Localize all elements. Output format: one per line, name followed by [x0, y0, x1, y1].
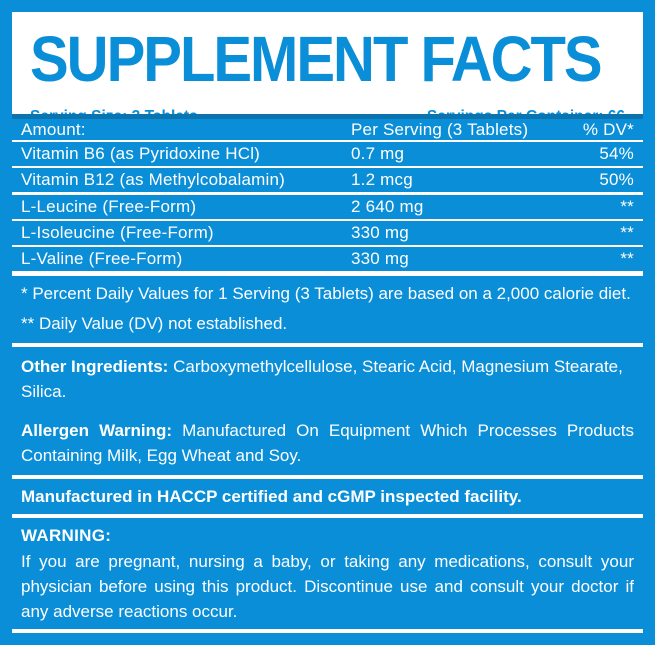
nutrient-name: Vitamin B12 (as Methylcobalamin): [21, 170, 286, 189]
facts-body: [12, 114, 643, 633]
nutrient-dv: **: [620, 197, 634, 216]
warning-text: If you are pregnant, nursing a baby, or taking any medications, consult your physician before using this product. Discontinue use and consult your doctor if any adverse reactions occur.: [21, 552, 634, 621]
nutrient-dv: 50%: [599, 170, 634, 189]
other-ingredients: [21, 354, 634, 404]
nutrient-amount: 330 mg: [351, 249, 409, 268]
divider-table-bottom: [12, 271, 643, 276]
allergen-warning: [21, 418, 634, 468]
nutrient-amount: 330 mg: [351, 223, 409, 242]
nutrient-dv: **: [620, 223, 634, 242]
allergen-warning-text: Manufactured On Equipment Which Processes Products Containing Milk, Egg Wheat and Soy.: [21, 421, 634, 465]
table-row: [12, 195, 643, 219]
nutrient-name: Vitamin B6 (as Pyridoxine HCl): [21, 144, 261, 163]
col-header-per-serving: Per Serving (3 Tablets): [351, 119, 529, 139]
nutrient-amount: 2 640 mg: [351, 197, 424, 216]
col-header-amount: Amount:: [21, 119, 86, 139]
table-row: [12, 142, 643, 166]
nutrient-dv: 54%: [599, 144, 634, 163]
divider-bottom: [12, 629, 643, 633]
divider-section: [12, 475, 643, 479]
nutrient-amount: 1.2 mcg: [351, 170, 413, 189]
table-row: [12, 247, 643, 271]
divider-section: [12, 514, 643, 518]
facility-statement: Manufactured in HACCP certified and cGMP inspected facility.: [21, 487, 522, 506]
header-section: [12, 12, 643, 114]
footnote-dv-not-established: ** Daily Value (DV) not established.: [21, 314, 288, 333]
nutrient-dv: **: [620, 249, 634, 268]
page-title: SUPPLEMENT FACTS: [30, 23, 601, 96]
nutrient-name: L-Leucine (Free-Form): [21, 197, 197, 216]
allergen-warning-label: Allergen Warning:: [21, 421, 173, 440]
footnote-daily-values: * Percent Daily Values for 1 Serving (3 Tablets) are based on a 2,000 calorie diet.: [21, 284, 631, 303]
col-header-dv: % DV*: [582, 119, 634, 139]
warning-label: WARNING:: [21, 526, 112, 545]
other-ingredients-text: Carboxymethylcellulose, Stearic Acid, Magnesium Stearate, Silica.: [21, 357, 623, 401]
label-inner: [12, 12, 643, 633]
divider-section: [12, 343, 643, 347]
table-row: [12, 221, 643, 245]
nutrient-amount: 0.7 mg: [351, 144, 405, 163]
table-header-row: [12, 119, 643, 140]
other-ingredients-label: Other Ingredients:: [21, 357, 169, 376]
table-row: [12, 168, 643, 192]
nutrient-name: L-Isoleucine (Free-Form): [21, 223, 214, 242]
nutrient-name: L-Valine (Free-Form): [21, 249, 183, 268]
